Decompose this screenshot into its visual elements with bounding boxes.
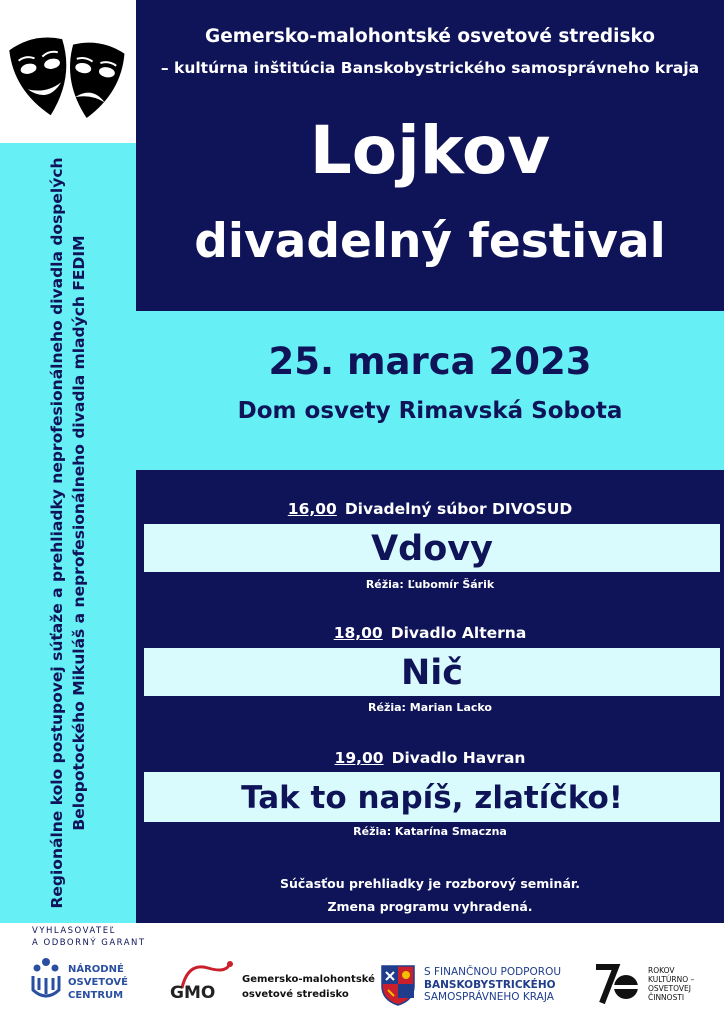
anniversary-number <box>594 970 622 994</box>
footer-label: A ODBORNÝ GARANT <box>32 938 146 948</box>
program-note: Zmena programu vyhradená. <box>327 899 533 914</box>
program-ensemble: Divadelný súbor DIVOSUD <box>344 500 573 518</box>
program-item-3-heading <box>136 749 724 767</box>
organizer-name: Gemersko-malohontské osvetové stredisko <box>205 26 655 47</box>
play-title: Tak to napíš, zlatíčko! <box>241 780 623 816</box>
gmo-logo-text <box>242 972 375 1002</box>
play-director: Réžia: Marian Lacko <box>368 701 492 714</box>
nos-line: CENTRUM <box>68 990 124 1001</box>
gmo-line: Gemersko-malohontské <box>242 974 375 985</box>
play-title: Nič <box>400 653 464 693</box>
event-date: 25. marca 2023 <box>268 340 592 383</box>
program-item-1-heading <box>136 500 724 518</box>
date-band <box>136 311 724 470</box>
event-venue: Dom osvety Rimavská Sobota <box>237 398 623 424</box>
play-title: Vdovy <box>371 529 493 569</box>
nos-logo-text <box>68 963 128 1002</box>
bbsk-line: SAMOSPRÁVNEHO KRAJA <box>424 991 554 1003</box>
gmo-line: osvetové stredisko <box>242 989 349 1000</box>
play-director: Réžia: Katarína Smaczna <box>353 825 507 838</box>
bbsk-logo-text <box>424 966 561 1004</box>
program-ensemble: Divadlo Alterna <box>390 624 527 642</box>
program-time: 16,00 <box>287 500 337 518</box>
sidebar-band <box>0 143 136 923</box>
festival-subtitle: divadelný festival <box>194 214 666 269</box>
festival-title: Lojkov <box>309 112 551 189</box>
bbsk-line: BANSKOBYSTRICKÉHO <box>424 978 556 991</box>
theatre-masks-icon <box>8 34 130 126</box>
nos-line: OSVETOVÉ <box>68 977 128 988</box>
sidebar-text <box>46 153 90 913</box>
program-ensemble: Divadlo Havran <box>391 749 526 767</box>
bbsk-line: S FINANČNOU PODPOROU <box>424 966 562 978</box>
anniv-line: ČINNOSTI <box>648 993 685 1002</box>
organizer-subtitle: – kultúrna inštitúcia Banskobystrického samosprávneho kraja <box>160 59 700 77</box>
anniv-line: KULTÚRNO – <box>648 975 695 984</box>
nos-logo-icon <box>30 956 62 1002</box>
play-director: Réžia: Ľubomír Šárik <box>365 578 495 591</box>
anniversary-text <box>648 966 694 1002</box>
anniv-line: ROKOV <box>648 966 675 975</box>
bbsk-coat-of-arms-icon <box>380 964 416 1006</box>
program-time: 19,00 <box>334 749 384 767</box>
gmo-abbr: GMO <box>170 983 216 1003</box>
anniv-line: OSVETOVEJ <box>648 984 691 993</box>
nos-line: NÁRODNÉ <box>68 964 124 975</box>
sidebar-line-2: Belopotockého Mikuláš a neprofesionálneho divadla mladých FEDIM <box>70 235 88 831</box>
program-item-2-heading <box>136 624 724 642</box>
program-note: Súčasťou prehliadky je rozborový seminár. <box>279 876 581 891</box>
footer-label: VYHLASOVATEĽ <box>32 926 116 936</box>
sidebar-line-1: Regionálne kolo postupovej súťaže a prehliadky neprofesionálneho divadla dospelých <box>48 157 66 909</box>
program-time: 18,00 <box>333 624 383 642</box>
